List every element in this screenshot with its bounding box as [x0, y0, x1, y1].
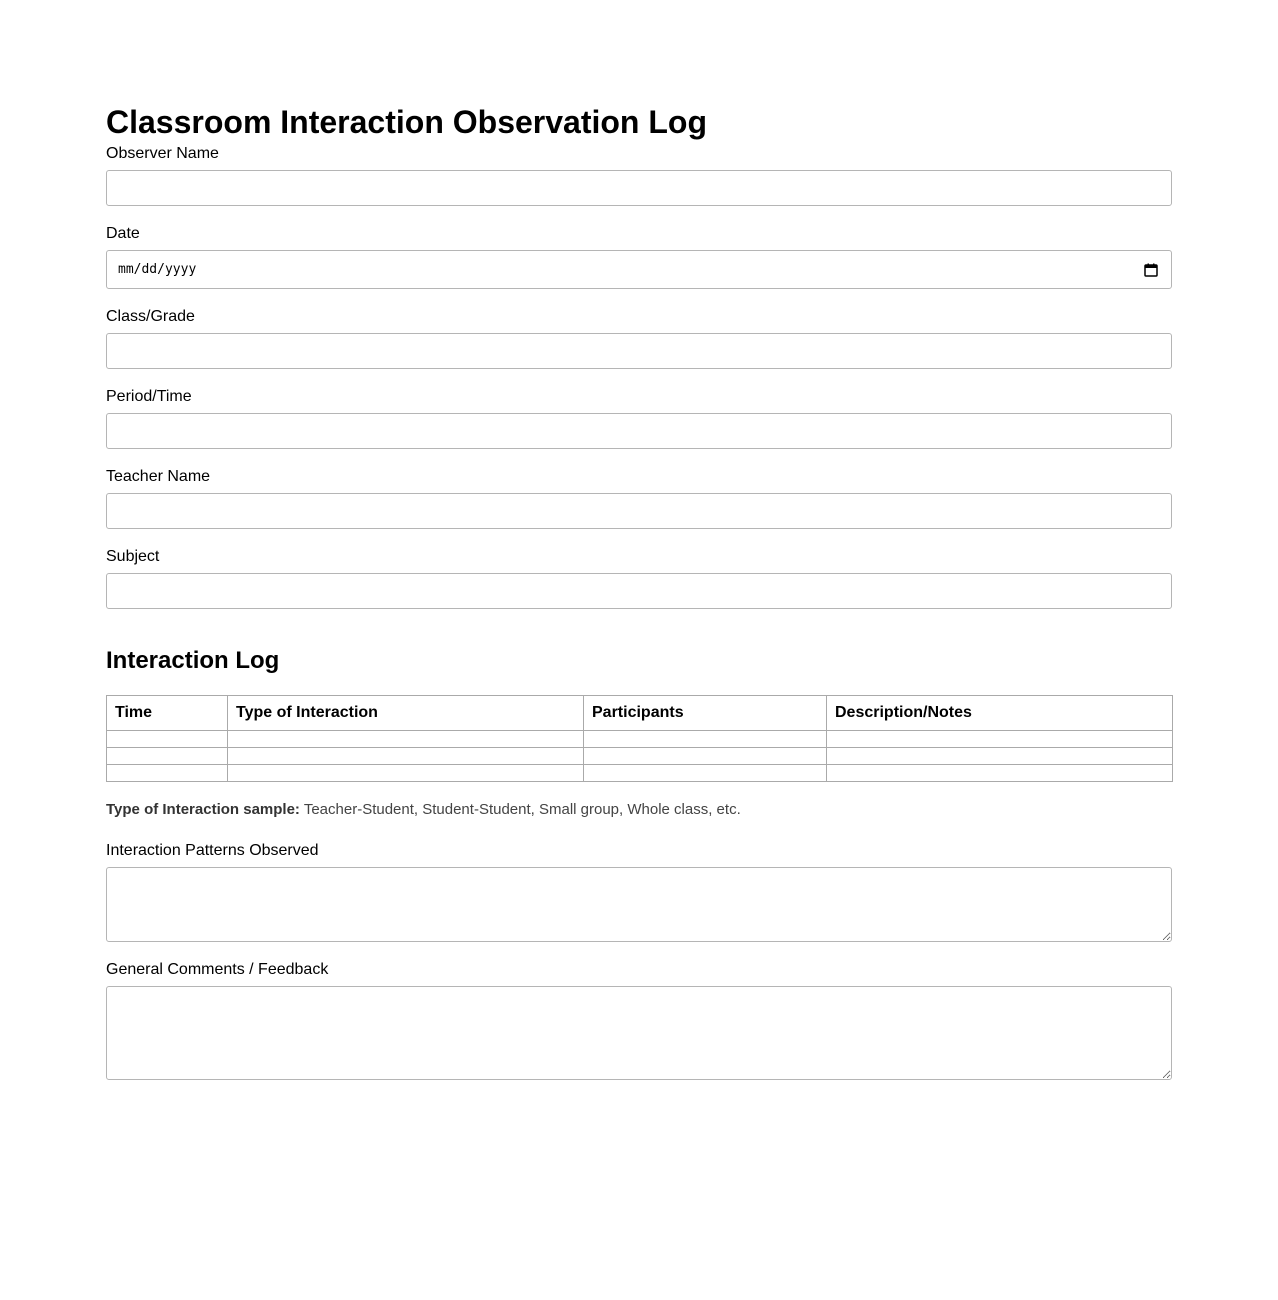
table-header-row — [107, 696, 1173, 731]
general-comments-label: General Comments / Feedback — [106, 961, 329, 978]
table-row — [107, 731, 1173, 748]
interaction-log-heading: Interaction Log — [106, 647, 280, 674]
calendar-icon[interactable] — [1144, 263, 1158, 277]
subject-label: Subject — [106, 548, 160, 565]
column-header-time: Time — [107, 696, 228, 731]
interaction-patterns-label: Interaction Patterns Observed — [106, 842, 319, 859]
column-header-description: Description/Notes — [827, 696, 1173, 731]
column-header-participants: Participants — [584, 696, 827, 731]
sample-label: Type of Interaction sample: — [106, 801, 300, 818]
subject-input[interactable] — [106, 573, 1172, 609]
interaction-type-sample — [106, 801, 1172, 819]
table-cell[interactable] — [228, 731, 584, 748]
class-grade-label: Class/Grade — [106, 308, 195, 325]
teacher-name-label: Teacher Name — [106, 468, 211, 485]
table-cell[interactable] — [584, 731, 827, 748]
class-grade-input[interactable] — [106, 333, 1172, 369]
observer-name-input[interactable] — [106, 170, 1172, 206]
date-input[interactable] — [106, 250, 1172, 289]
table-row — [107, 748, 1173, 765]
observation-form — [106, 100, 1172, 1080]
table-cell[interactable] — [107, 765, 228, 782]
date-placeholder: mm/dd/yyyy — [118, 262, 197, 277]
table-cell[interactable] — [107, 731, 228, 748]
table-cell[interactable] — [827, 731, 1173, 748]
teacher-name-input[interactable] — [106, 493, 1172, 529]
sample-text: Teacher-Student, Student-Student, Small group, Whole class, etc. — [299, 801, 741, 818]
table-cell[interactable] — [827, 748, 1173, 765]
period-time-label: Period/Time — [106, 388, 192, 405]
period-time-input[interactable] — [106, 413, 1172, 449]
date-label: Date — [106, 225, 140, 242]
interaction-patterns-textarea[interactable] — [106, 867, 1172, 942]
interaction-log-table — [106, 695, 1173, 782]
observer-name-label: Observer Name — [106, 145, 219, 162]
table-cell[interactable] — [228, 765, 584, 782]
table-cell[interactable] — [827, 765, 1173, 782]
page-title: Classroom Interaction Observation Log — [106, 104, 707, 140]
table-cell[interactable] — [107, 748, 228, 765]
table-cell[interactable] — [584, 748, 827, 765]
table-row — [107, 765, 1173, 782]
general-comments-textarea[interactable] — [106, 986, 1172, 1080]
table-cell[interactable] — [584, 765, 827, 782]
column-header-type: Type of Interaction — [228, 696, 584, 731]
table-cell[interactable] — [228, 748, 584, 765]
